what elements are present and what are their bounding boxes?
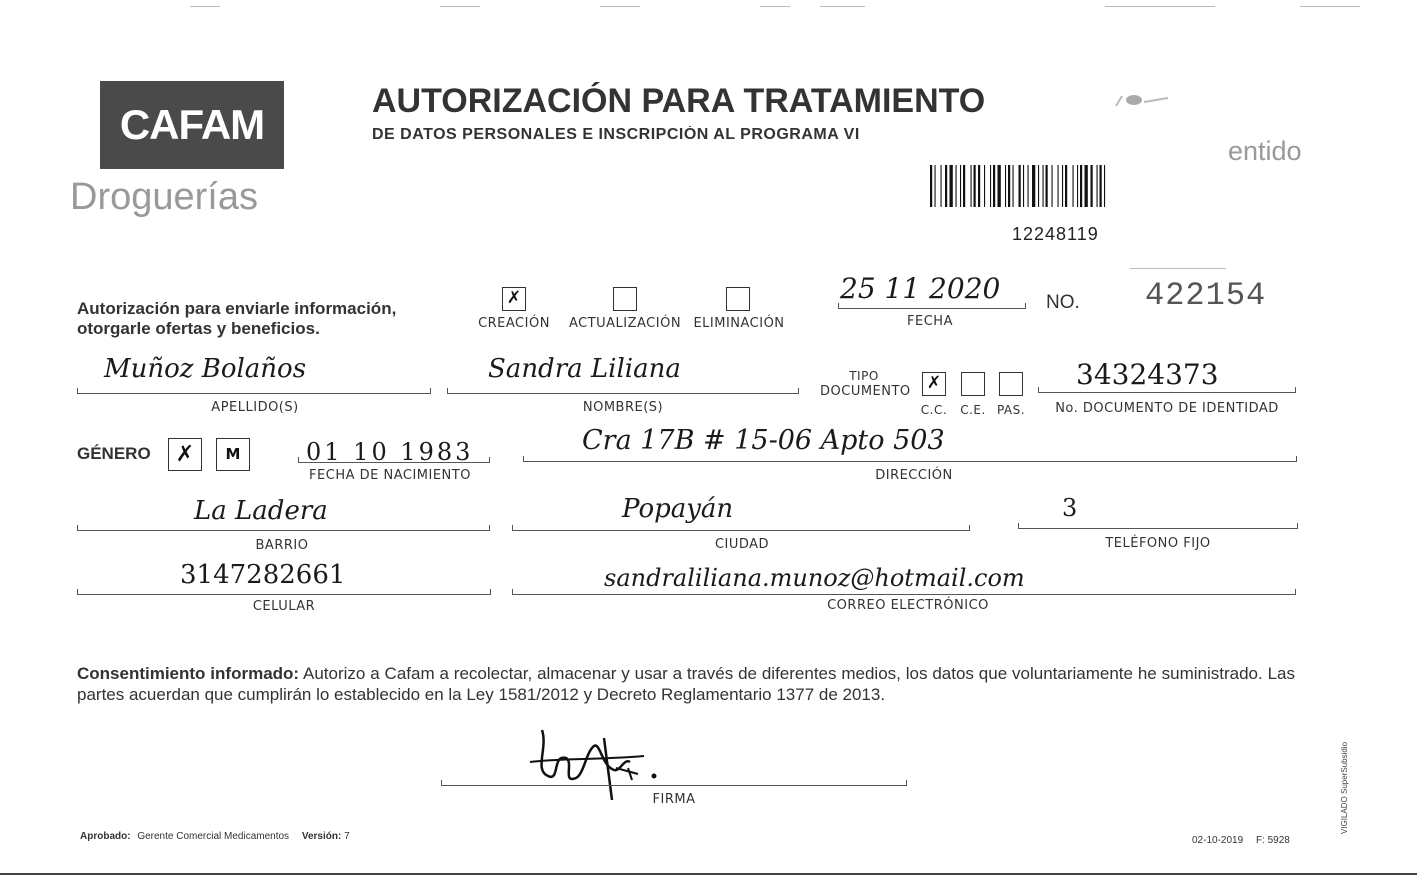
firma-label: FIRMA bbox=[652, 792, 696, 807]
apellidos-value[interactable]: Muñoz Bolaños bbox=[104, 354, 307, 384]
apellidos-label: APELLIDO(S) bbox=[211, 400, 299, 415]
logo-text: CAFAM bbox=[119, 101, 265, 148]
celular-label: CELULAR bbox=[252, 599, 316, 614]
documento-line bbox=[1038, 392, 1296, 393]
fecha-label: FECHA bbox=[907, 314, 953, 329]
telefono-line bbox=[1018, 528, 1298, 529]
genero-label: GÉNERO bbox=[77, 444, 151, 463]
actualizacion-label: ACTUALIZACIÓN bbox=[568, 316, 682, 331]
apellidos-line bbox=[77, 393, 431, 394]
creacion-label: CREACIÓN bbox=[478, 316, 550, 331]
documento-value[interactable]: 34324373 bbox=[1076, 358, 1219, 391]
faded-text: entido bbox=[1228, 136, 1302, 166]
fecha-nacimiento-line bbox=[298, 462, 490, 463]
aprobado-label: Aprobado: bbox=[80, 831, 131, 842]
fecha-nacimiento-label: FECHA DE NACIMIENTO bbox=[309, 468, 471, 483]
brand-subname: Droguerías bbox=[70, 176, 258, 218]
document-title: AUTORIZACIÓN PARA TRATAMIENTO bbox=[372, 82, 986, 120]
ce-label: C.E. bbox=[960, 403, 986, 417]
nombres-value[interactable]: Sandra Liliana bbox=[488, 354, 681, 384]
nombres-line bbox=[447, 393, 799, 394]
intro-line-2: otorgarle ofertas y beneficios. bbox=[77, 319, 320, 338]
brand-logo bbox=[100, 81, 284, 169]
form-number-value: 422154 bbox=[1145, 277, 1267, 314]
barrio-line bbox=[77, 530, 490, 531]
consent-text: Autorizo a Cafam a recolectar, almacenar y usar a través de diferentes medios, los datos que voluntariamente he suministrado. Las partes acuerdan que cumplirán lo establecido en la Ley 1581/2012 y Decreto Reglamentario 1377 de 2013. bbox=[77, 664, 1295, 704]
ciudad-line bbox=[512, 530, 970, 531]
form-number-rule bbox=[1130, 268, 1226, 269]
supersubsidio-mark bbox=[1340, 718, 1352, 858]
cc-label: C.C. bbox=[920, 403, 948, 417]
fecha-nacimiento-value[interactable]: 01 10 1983 bbox=[306, 438, 474, 466]
document-subtitle: DE DATOS PERSONALES E INSCRIPCIÓN AL PROGRAMA VI bbox=[372, 126, 860, 143]
footer-approval bbox=[80, 831, 350, 842]
barrio-value[interactable]: La Ladera bbox=[194, 496, 328, 526]
documento-label: No. DOCUMENTO DE IDENTIDAD bbox=[1055, 401, 1279, 416]
direccion-line bbox=[523, 461, 1297, 462]
celular-line bbox=[77, 594, 491, 595]
ciudad-value[interactable]: Popayán bbox=[622, 494, 734, 524]
genero-m-checkbox[interactable]: M bbox=[216, 438, 250, 471]
date-code: 02-10-2019 bbox=[1192, 835, 1244, 846]
eliminacion-checkbox[interactable] bbox=[726, 287, 750, 311]
fecha-line bbox=[838, 308, 1026, 309]
barcode-number: 12248119 bbox=[1012, 224, 1099, 244]
consent-paragraph bbox=[77, 663, 1295, 705]
consent-heading: Consentimiento informado: bbox=[77, 664, 300, 683]
eliminacion-label: ELIMINACIÓN bbox=[693, 316, 785, 331]
form-number-label: NO. bbox=[1046, 292, 1080, 313]
creacion-checkbox[interactable]: ✗ bbox=[502, 287, 526, 311]
genero-f-checkbox[interactable]: ✗ bbox=[168, 438, 202, 471]
barrio-label: BARRIO bbox=[255, 538, 309, 553]
celular-value[interactable]: 3147282661 bbox=[180, 560, 346, 590]
direccion-label: DIRECCIÓN bbox=[875, 468, 953, 483]
footer-codes bbox=[1192, 835, 1290, 846]
correo-label: CORREO ELECTRÓNICO bbox=[827, 598, 989, 613]
firma-line bbox=[441, 785, 907, 786]
form-code: F: 5928 bbox=[1255, 835, 1290, 846]
aprobado-value: Gerente Comercial Medicamentos bbox=[137, 831, 290, 842]
correo-line bbox=[512, 594, 1296, 595]
bottom-edge-line bbox=[0, 873, 1417, 875]
stamp-mark bbox=[1114, 92, 1164, 106]
fecha-value[interactable]: 25 11 2020 bbox=[840, 272, 1001, 305]
correo-value[interactable]: sandraliliana.munoz@hotmail.com bbox=[604, 564, 1025, 592]
barcode bbox=[930, 165, 1154, 207]
ce-checkbox[interactable] bbox=[961, 372, 985, 396]
pas-checkbox[interactable] bbox=[999, 372, 1023, 396]
nombres-label: NOMBRE(S) bbox=[582, 400, 664, 415]
version-label: Versión: bbox=[301, 831, 342, 842]
side-text: VIGILADO SuperSubsidio bbox=[1340, 741, 1349, 835]
ciudad-label: CIUDAD bbox=[714, 537, 770, 552]
intro-line-1: Autorización para enviarle información, bbox=[77, 299, 397, 318]
actualizacion-checkbox[interactable] bbox=[613, 287, 637, 311]
direccion-value[interactable]: Cra 17B # 15-06 Apto 503 bbox=[582, 425, 945, 456]
telefono-value[interactable]: 3 bbox=[1062, 494, 1078, 522]
cc-checkbox[interactable]: ✗ bbox=[922, 372, 946, 396]
version-value: 7 bbox=[344, 831, 350, 842]
pas-label: PAS. bbox=[996, 403, 1026, 417]
tipo-doc-label-1: TIPO bbox=[849, 369, 879, 383]
telefono-label: TELÉFONO FIJO bbox=[1105, 536, 1211, 551]
tipo-doc-label-2: DOCUMENTO bbox=[820, 384, 911, 399]
